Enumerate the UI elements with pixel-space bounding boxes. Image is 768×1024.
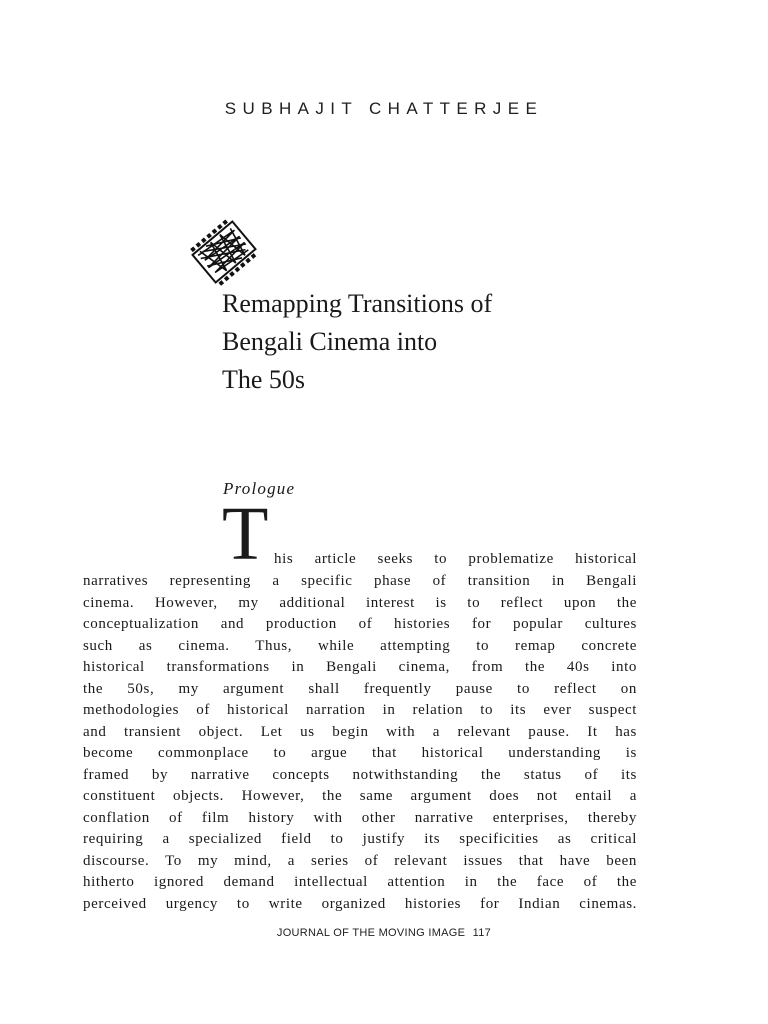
article-title — [222, 285, 702, 399]
body-line: requiring a specialized field to justify its specificities as critical — [83, 831, 637, 847]
title-line: Bengali Cinema into — [222, 327, 438, 356]
page-footer — [0, 927, 768, 939]
body-line: conflation of film history with other narrative enterprises, thereby — [83, 810, 637, 826]
film-reel-scribble-icon — [184, 212, 264, 292]
section-heading: Prologue — [223, 479, 296, 498]
body-line: discourse. To my mind, a series of relevant issues that have been — [83, 853, 637, 869]
author-name: SUBHAJIT CHATTERJEE — [224, 99, 544, 118]
body-line: conceptualization and production of histories for popular cultures — [83, 616, 637, 632]
body-line: cinema. However, my additional interest is to reflect upon the — [83, 595, 637, 611]
drop-cap: T — [222, 492, 269, 576]
page-number: 117 — [472, 927, 492, 939]
body-line: become commonplace to argue that historical understanding is — [83, 745, 637, 761]
body-line: the 50s, my argument shall frequently pause to reflect on — [83, 681, 637, 697]
title-line: The 50s — [222, 365, 306, 394]
journal-name: JOURNAL OF THE MOVING IMAGE — [276, 927, 466, 939]
body-line: and transient object. Let us begin with a relevant pause. It has — [83, 724, 637, 740]
body-line: framed by narrative concepts notwithstanding the status of its — [83, 767, 637, 783]
body-line: narratives representing a specific phase of transition in Bengali — [83, 573, 637, 589]
body-line: his article seeks to problematize historical — [274, 551, 637, 567]
body-line: hitherto ignored demand intellectual attention in the face of the — [83, 874, 637, 890]
body-line: perceived urgency to write organized histories for Indian cinemas. — [83, 896, 637, 912]
body-line: such as cinema. Thus, while attempting to remap concrete — [83, 638, 637, 654]
title-line: Remapping Transitions of — [222, 289, 493, 318]
body-line: methodologies of historical narration in relation to its ever suspect — [83, 702, 637, 718]
body-line: constituent objects. However, the same argument does not entail a — [83, 788, 637, 804]
body-line: historical transformations in Bengali cinema, from the 40s into — [83, 659, 637, 675]
